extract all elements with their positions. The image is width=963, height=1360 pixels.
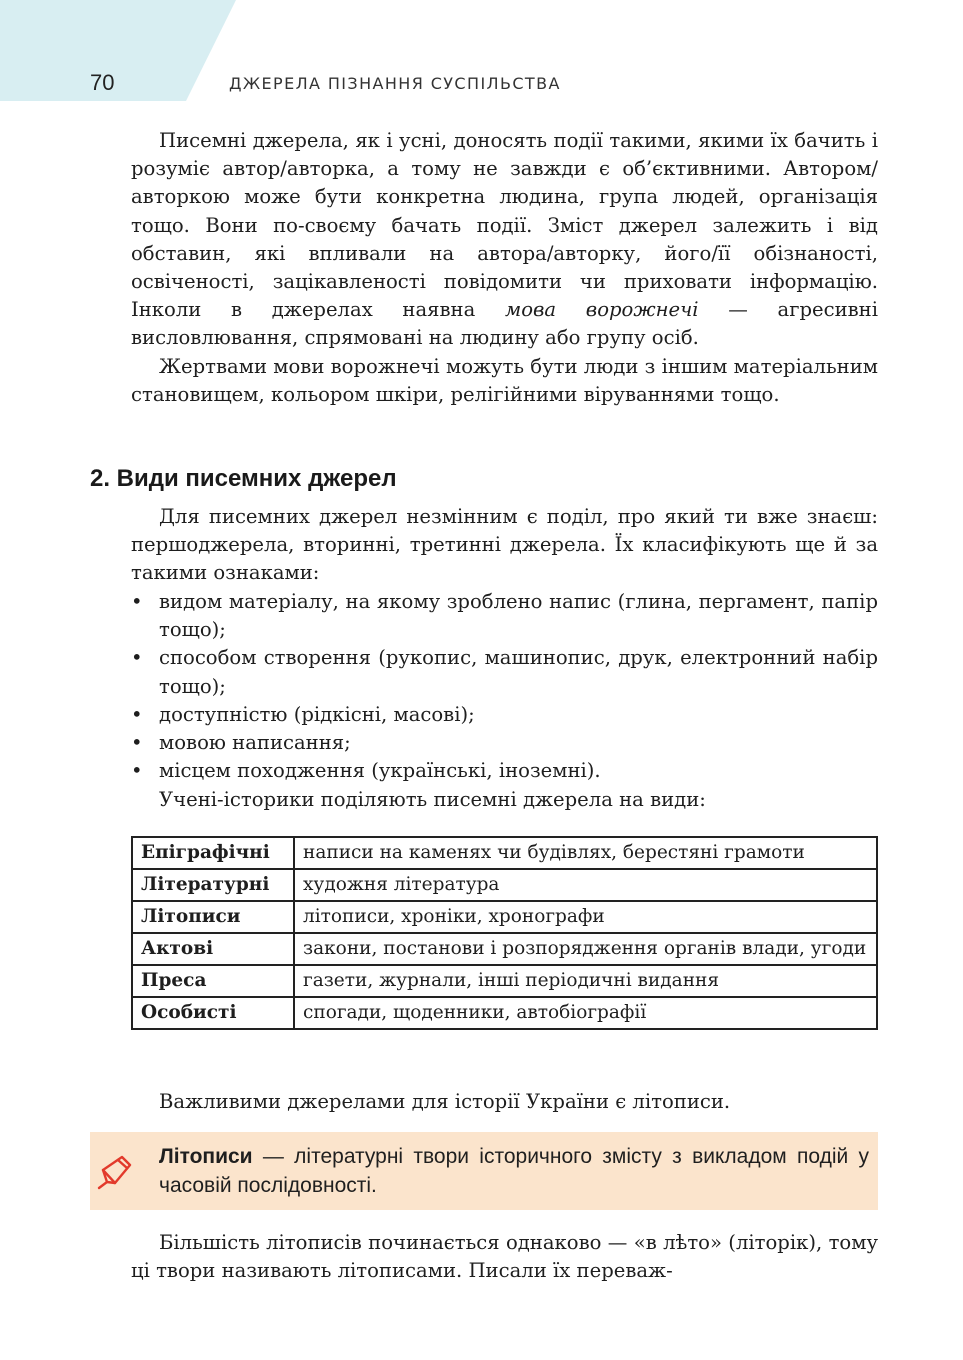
list-item [131, 701, 878, 729]
type-description-cell: газети, журнали, інші періодичні видання [294, 965, 877, 997]
bullet-icon: • [131, 702, 143, 726]
definition-text [159, 1142, 869, 1200]
type-name-cell: Літературні [132, 869, 294, 901]
list-item-text: доступністю (рідкісні, масові); [159, 702, 475, 726]
type-description-cell: спогади, щоденники, автобіографії [294, 997, 877, 1029]
source-types-table [131, 836, 878, 1030]
pencil-icon [94, 1148, 138, 1196]
list-item-text: видом матеріалу, на якому зроблено напис (глина, пергамент, папір тощо); [159, 590, 878, 642]
running-title: ДЖЕРЕЛА ПІЗНАННЯ СУСПІЛЬСТВА [229, 74, 561, 93]
bullet-icon: • [131, 731, 143, 755]
bullet-icon: • [131, 759, 143, 783]
list-item-text: мовою написання; [159, 731, 351, 755]
list-item [131, 644, 878, 700]
list-item [131, 588, 878, 644]
list-item-text: способом створення (рукопис, машинопис, друк, електронний набір тощо); [159, 646, 878, 698]
table-row [132, 965, 877, 997]
term-hate-speech: мова ворожнечі [504, 298, 699, 322]
paragraph-classification: Для писемних джерел незмінним є поділ, про який ти вже знаєш: першоджерела, вторинні, третинні джерела. Їх класифікують ще й за такими ознаками: [131, 505, 878, 585]
type-description-cell: художня література [294, 869, 877, 901]
type-name-cell: Актові [132, 933, 294, 965]
bullet-icon: • [131, 646, 143, 670]
paragraph-chronicles-name: Більшість літописів починається однаково — «в лѣто» (літорік), тому ці твори називають літописами. Писали їх переваж- [131, 1231, 878, 1283]
list-item [131, 757, 878, 785]
list-item [131, 729, 878, 757]
type-name-cell: Преса [132, 965, 294, 997]
paragraph-text: — агресивні висловлювання, спрямовані на людину або групу осіб. [131, 298, 878, 350]
table-row [132, 869, 877, 901]
list-item-text: місцем походження (українські, іноземні). [159, 759, 601, 783]
definition-box [90, 1132, 878, 1210]
paragraph-types-intro: Учені-історики поділяють писемні джерела на види: [159, 788, 706, 811]
paragraph-hate-speech-victims: Жертвами мови ворожнечі можуть бути люди з іншим матеріальним становищем, кольором шкіри, релігійними віруваннями тощо. [131, 355, 878, 407]
definition-body: — літературні твори історичного змісту з викладом подій у часовій послідовності. [159, 1145, 869, 1197]
type-name-cell: Епіграфічні [132, 837, 294, 869]
type-description-cell: закони, постанови і розпорядження органів влади, угоди [294, 933, 877, 965]
type-name-cell: Літописи [132, 901, 294, 933]
classification-list [131, 588, 878, 785]
table-row [132, 997, 877, 1029]
type-name-cell: Особисті [132, 997, 294, 1029]
paragraph-chronicles-importance: Важливими джерелами для історії України є літописи. [159, 1090, 731, 1113]
section-heading: 2. Види писемних джерел [90, 465, 397, 492]
type-description-cell: літописи, хроніки, хронографи [294, 901, 877, 933]
type-description-cell: написи на каменях чи будівлях, берестяні грамоти [294, 837, 877, 869]
definition-term: Літописи [159, 1145, 253, 1168]
page-number: 70 [90, 70, 115, 95]
table-row [132, 901, 877, 933]
table-row [132, 837, 877, 869]
bullet-icon: • [131, 590, 143, 613]
paragraph-objectivity [131, 127, 878, 353]
header-corner-accent [0, 0, 236, 101]
table-row [132, 933, 877, 965]
paragraph-text: Писемні джерела, як і усні, доносять події такими, якими їх бачить і розуміє автор/авторка, а тому не завжди є об’єктивними. Автором/авторкою може бути конкретна людина, група людей, організація тощо. Вони по-своєму бачать події. Зміст джерел залежить і від обставин, які впливали на автора/авторку, його/її обізнаності, освіченості, зацікавленості повідомити чи приховати інформацію. Інколи в джерелах наявна [131, 129, 878, 322]
